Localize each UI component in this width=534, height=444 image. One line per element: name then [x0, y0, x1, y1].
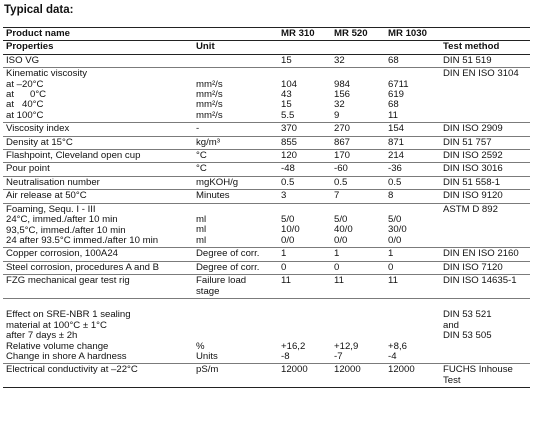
table-row [3, 261, 530, 274]
cell-line: 5/0 [334, 214, 348, 226]
table-row [3, 203, 530, 248]
cell-line: 11 [388, 109, 398, 121]
test-method-cell [440, 248, 530, 261]
cell-line: - [196, 123, 200, 135]
cell-line: Viscosity index [6, 123, 70, 135]
cell-line: -8 [281, 350, 290, 362]
mr1030-value [385, 176, 440, 189]
cell-line: pS/m [196, 364, 219, 376]
cell-line [334, 331, 382, 341]
unit-cell [193, 275, 278, 299]
cell-line: 0 [281, 261, 287, 273]
cell-line: DIN 51 757 [443, 136, 492, 148]
cell-line: -60 [334, 163, 348, 175]
cell-line: 170 [334, 150, 351, 162]
cell-line: Electrical conductivity at –22°C [6, 364, 138, 376]
property-cell [3, 123, 193, 136]
cell-line: 11 [334, 275, 344, 287]
cell-line: DIN EN ISO 3104 [443, 68, 519, 80]
test-method-cell [440, 68, 530, 123]
cell-line [281, 300, 328, 310]
cell-line: 32 [334, 99, 345, 111]
table-row [3, 248, 530, 261]
unit-cell [193, 298, 278, 363]
cell-line: 0.5 [334, 176, 348, 188]
properties-header: Properties [3, 41, 193, 54]
cell-line: 43 [281, 89, 292, 101]
cell-line: 370 [281, 123, 298, 135]
mr1030-value [385, 163, 440, 176]
mr310-value [278, 136, 331, 149]
cell-line: -4 [388, 350, 397, 362]
cell-line: 0/0 [281, 234, 295, 246]
cell-line: 8 [388, 190, 394, 202]
cell-line: 30/0 [388, 224, 407, 236]
mr1030-value [385, 68, 440, 123]
mr1030-value [385, 54, 440, 67]
unit-cell [193, 163, 278, 176]
mr310-value [278, 203, 331, 248]
cell-line: Relative volume change [6, 340, 109, 352]
cell-line [281, 331, 328, 341]
product-name-label: Product name [3, 28, 193, 41]
property-cell [3, 275, 193, 299]
cell-line: mm²/s [196, 89, 223, 101]
unit-cell [193, 150, 278, 163]
unit-cell [193, 68, 278, 123]
cell-line: mm²/s [196, 109, 223, 121]
test-method-cell [440, 176, 530, 189]
table-row [3, 123, 530, 136]
cell-line: kg/m³ [196, 136, 220, 148]
cell-line [281, 321, 328, 331]
cell-line: 12000 [334, 364, 361, 376]
cell-line: -48 [281, 163, 295, 175]
cell-line: DIN ISO 2909 [443, 123, 503, 135]
mr520-value [331, 203, 385, 248]
mr310-value [278, 275, 331, 299]
product-mr1030: MR 1030 [385, 28, 440, 41]
cell-line: 1 [281, 248, 287, 260]
table-row [3, 163, 530, 176]
cell-line: 270 [334, 123, 351, 135]
cell-line: 120 [281, 150, 298, 162]
cell-line [196, 205, 275, 215]
property-cell [3, 176, 193, 189]
test-method-cell [440, 123, 530, 136]
cell-line: DIN 53 505 [443, 330, 492, 342]
cell-line: Pour point [6, 163, 50, 175]
cell-line: % [196, 340, 205, 352]
cell-line: ml [196, 214, 207, 226]
cell-line: 0 [334, 261, 340, 273]
test-method-cell [440, 275, 530, 299]
cell-line [196, 321, 275, 331]
unit-cell [193, 248, 278, 261]
cell-line: 104 [281, 78, 298, 90]
cell-line: 0/0 [334, 234, 348, 246]
mr520-value [331, 150, 385, 163]
cell-line: °C [196, 163, 207, 175]
table-row [3, 298, 530, 363]
mr1030-value [385, 275, 440, 299]
empty-cell [331, 41, 385, 54]
cell-line: Neutralisation number [6, 176, 100, 188]
property-cell [3, 248, 193, 261]
table-row [3, 190, 530, 203]
typical-data-table [3, 27, 530, 388]
mr520-value [331, 275, 385, 299]
cell-line: +16,2 [281, 340, 306, 352]
cell-line: 11 [281, 275, 291, 287]
mr1030-value [385, 261, 440, 274]
test-method-header: Test method [440, 41, 530, 54]
cell-line: ml [196, 224, 207, 236]
cell-line: 15 [281, 99, 292, 111]
unit-cell [193, 364, 278, 388]
mr310-value [278, 248, 331, 261]
cell-line: Minutes [196, 190, 230, 202]
cell-line: 867 [334, 136, 351, 148]
test-method-cell [440, 54, 530, 67]
cell-line: +12,9 [334, 340, 359, 352]
cell-line: 5.5 [281, 109, 295, 121]
mr520-value [331, 136, 385, 149]
mr520-value [331, 176, 385, 189]
unit-cell [193, 54, 278, 67]
product-name-row [3, 28, 530, 41]
cell-line [196, 300, 275, 310]
cell-line: -36 [388, 163, 402, 175]
cell-line [388, 331, 437, 341]
table-row [3, 275, 530, 299]
mr310-value [278, 163, 331, 176]
cell-line [196, 310, 275, 320]
test-method-cell [440, 163, 530, 176]
table-row [3, 364, 530, 388]
cell-line: DIN 53 521 [443, 309, 492, 321]
property-cell [3, 136, 193, 149]
mr310-value [278, 123, 331, 136]
cell-line: ASTM D 892 [443, 203, 498, 215]
cell-line: 214 [388, 150, 405, 162]
cell-line: Density at 15°C [6, 136, 73, 148]
cell-line: 12000 [281, 364, 308, 376]
cell-line: Failure load [196, 275, 247, 287]
cell-line [388, 321, 437, 331]
cell-line: Foaming, Sequ. I - III [6, 203, 96, 215]
cell-line: 32 [334, 54, 345, 66]
column-header-row [3, 41, 530, 54]
cell-line: Air release at 50°C [6, 190, 87, 202]
property-cell [3, 261, 193, 274]
cell-line: and [443, 319, 460, 331]
unit-cell [193, 176, 278, 189]
property-cell [3, 163, 193, 176]
cell-line: FUCHS Inhouse [443, 364, 513, 376]
cell-line: DIN ISO 7120 [443, 261, 503, 273]
cell-line: 15 [281, 54, 292, 66]
table-row [3, 150, 530, 163]
cell-line: DIN EN ISO 2160 [443, 248, 519, 260]
unit-cell [193, 123, 278, 136]
cell-line: 93,5°C, immed./after 10 min [6, 224, 126, 236]
table-row [3, 136, 530, 149]
cell-line [334, 300, 382, 310]
cell-line: 24°C, immed./after 10 min [6, 214, 118, 226]
test-method-cell [440, 190, 530, 203]
cell-line [334, 321, 382, 331]
cell-line: 855 [281, 136, 298, 148]
cell-line: stage [196, 285, 220, 297]
test-method-cell [440, 298, 530, 363]
cell-line: Degree of corr. [196, 261, 260, 273]
cell-line: Copper corrosion, 100A24 [6, 248, 118, 260]
mr1030-value [385, 298, 440, 363]
mr310-value [278, 364, 331, 388]
cell-line: DIN ISO 2592 [443, 150, 503, 162]
cell-line [334, 310, 382, 320]
cell-line: 154 [388, 123, 405, 135]
mr1030-value [385, 136, 440, 149]
mr1030-value [385, 248, 440, 261]
section-heading: Typical data: [4, 4, 74, 16]
property-cell [3, 190, 193, 203]
empty-cell [385, 41, 440, 54]
cell-line: FZG mechanical gear test rig [6, 275, 130, 287]
cell-line: 1 [388, 248, 394, 260]
cell-line: 0 [388, 261, 394, 273]
empty-cell [440, 28, 530, 41]
mr310-value [278, 190, 331, 203]
mr520-value [331, 364, 385, 388]
cell-line: ISO VG [6, 54, 40, 66]
unit-cell [193, 190, 278, 203]
cell-line: °C [196, 150, 207, 162]
cell-line: Effect on SRE-NBR 1 sealing [6, 309, 131, 321]
cell-line: 5/0 [388, 214, 402, 226]
mr1030-value [385, 203, 440, 248]
cell-line: DIN ISO 3016 [443, 163, 503, 175]
empty-cell [193, 28, 278, 41]
mr520-value [331, 123, 385, 136]
property-cell [3, 54, 193, 67]
cell-line [388, 300, 437, 310]
cell-line: mgKOH/g [196, 176, 239, 188]
cell-line: 1 [334, 248, 340, 260]
cell-line: Steel corrosion, procedures A and B [6, 261, 160, 273]
mr310-value [278, 298, 331, 363]
mr310-value [278, 261, 331, 274]
mr310-value [278, 150, 331, 163]
cell-line: 12000 [388, 364, 415, 376]
property-cell [3, 68, 193, 123]
cell-line: at –20°C [6, 78, 44, 90]
cell-line: after 7 days ± 2h [6, 330, 78, 342]
cell-line: 7 [334, 190, 340, 202]
cell-line: 5/0 [281, 214, 295, 226]
mr310-value [278, 68, 331, 123]
product-mr520: MR 520 [331, 28, 385, 41]
mr1030-value [385, 123, 440, 136]
product-mr310: MR 310 [278, 28, 331, 41]
property-cell [3, 203, 193, 248]
cell-line: DIN ISO 14635-1 [443, 275, 517, 287]
cell-line: Units [196, 350, 218, 362]
cell-line: material at 100°C ± 1°C [6, 319, 107, 331]
empty-cell [278, 41, 331, 54]
cell-line: 984 [334, 78, 351, 90]
cell-line: -7 [334, 350, 343, 362]
table-row [3, 176, 530, 189]
cell-line: mm²/s [196, 78, 223, 90]
cell-line: mm²/s [196, 99, 223, 111]
cell-line: Kinematic viscosity [6, 68, 88, 80]
mr310-value [278, 54, 331, 67]
cell-line: 156 [334, 89, 351, 101]
cell-line: 0/0 [388, 234, 402, 246]
cell-line: Test [443, 374, 461, 386]
cell-line: DIN ISO 9120 [443, 190, 503, 202]
cell-line: 871 [388, 136, 405, 148]
test-method-cell [440, 150, 530, 163]
cell-line [281, 310, 328, 320]
cell-line: 0.5 [388, 176, 402, 188]
test-method-cell [440, 261, 530, 274]
cell-line: 9 [334, 109, 340, 121]
mr520-value [331, 163, 385, 176]
mr1030-value [385, 364, 440, 388]
cell-line: 10/0 [281, 224, 300, 236]
property-cell [3, 150, 193, 163]
test-method-cell [440, 203, 530, 248]
cell-line: ml [196, 234, 207, 246]
property-cell [3, 298, 193, 363]
cell-line: at 0°C [6, 89, 47, 101]
cell-line: 24 after 93.5°C immed./after 10 min [6, 234, 159, 246]
mr310-value [278, 176, 331, 189]
mr1030-value [385, 150, 440, 163]
table-row [3, 54, 530, 67]
property-cell [3, 364, 193, 388]
cell-line: 68 [388, 99, 399, 111]
cell-line [388, 310, 437, 320]
cell-line: at 100°C [6, 109, 44, 121]
cell-line [196, 56, 275, 66]
cell-line: DIN 51 519 [443, 54, 492, 66]
cell-line: 3 [281, 190, 287, 202]
cell-line: 40/0 [334, 224, 353, 236]
table-row [3, 68, 530, 123]
mr1030-value [385, 190, 440, 203]
cell-line: DIN 51 558-1 [443, 176, 501, 188]
cell-line: at 40°C [6, 99, 44, 111]
cell-line: 619 [388, 89, 405, 101]
test-method-cell [440, 136, 530, 149]
test-method-cell [440, 364, 530, 388]
unit-header: Unit [193, 41, 278, 54]
mr520-value [331, 261, 385, 274]
cell-line: 68 [388, 54, 399, 66]
cell-line: Flashpoint, Cleveland open cup [6, 150, 141, 162]
cell-line [196, 331, 275, 341]
mr520-value [331, 68, 385, 123]
unit-cell [193, 203, 278, 248]
unit-cell [193, 136, 278, 149]
cell-line: Degree of corr. [196, 248, 260, 260]
mr520-value [331, 54, 385, 67]
mr520-value [331, 248, 385, 261]
unit-cell [193, 261, 278, 274]
cell-line: 6711 [388, 78, 409, 90]
mr520-value [331, 190, 385, 203]
cell-line: 0.5 [281, 176, 295, 188]
cell-line: 11 [388, 275, 398, 287]
mr520-value [331, 298, 385, 363]
cell-line: Change in shore A hardness [6, 350, 127, 362]
cell-line: +8,6 [388, 340, 407, 352]
